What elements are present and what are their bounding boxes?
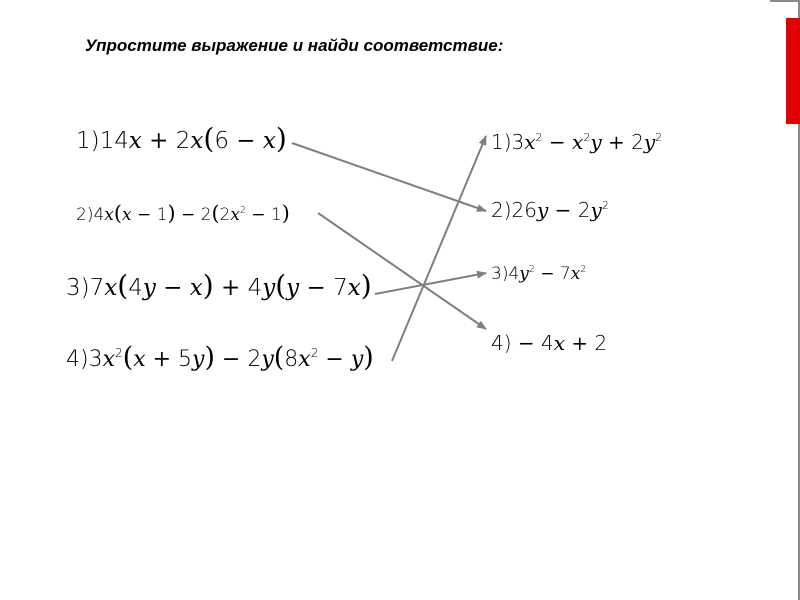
arrow-left4-to-right1 <box>392 136 486 361</box>
left-expression-3: 3)7x(4y − x) + 4y(y − 7x) <box>66 269 372 302</box>
left-expression-4: $4)3x^2(x + 5y) - 2y(8x^2 - y)$ <box>66 342 374 373</box>
left-expression-2: $2)4x(x - 1) - 2(2x^2 - 1)$ <box>76 201 290 225</box>
right-expression-3: $3)4y^2 - 7x^2$ <box>491 264 587 284</box>
right-expression-2: $2)26y - 2y^2$ <box>491 198 609 222</box>
arrow-left1-to-right2 <box>292 143 486 211</box>
left-expression-1: 1)14x + 2x(6 − x) <box>76 122 287 155</box>
right-expression-1: $1)3x^2 - x^2y + 2y^2$ <box>491 130 663 154</box>
slide-title: Упростите выражение и найди соответствие: <box>85 36 504 55</box>
arrow-left2-to-right4 <box>318 213 486 329</box>
right-expression-4: 4) − 4x + 2 <box>491 331 608 355</box>
